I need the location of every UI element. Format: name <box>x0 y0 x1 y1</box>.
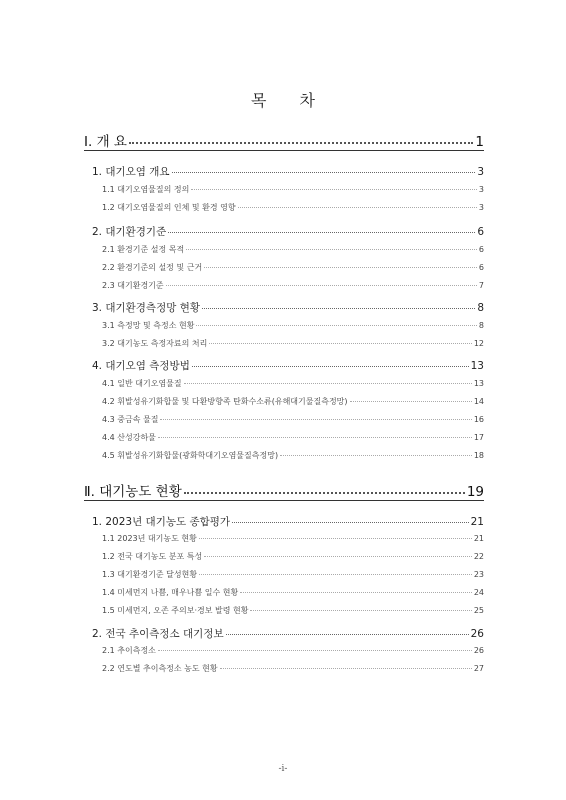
toc-page-number: 21 <box>470 516 484 528</box>
toc-section-label: 2. 대기환경기준 <box>92 226 167 238</box>
toc-subsection-label: 2.2 연도별 추이측정소 농도 현황 <box>102 664 218 673</box>
toc-subsection-label: 4.1 일반 대기오염물질 <box>102 379 182 388</box>
leader-dots <box>280 454 472 456</box>
toc-subsection-label: 4.3 중금속 물질 <box>102 415 159 424</box>
leader-dots <box>250 609 471 611</box>
leader-dots <box>186 248 477 250</box>
leader-dots <box>220 667 472 669</box>
toc-subsection[interactable] <box>102 320 484 331</box>
toc-subsection-label: 1.3 대기환경기준 달성현황 <box>102 570 198 579</box>
toc-page-number: 24 <box>473 588 484 597</box>
leader-dots <box>160 418 471 420</box>
leader-dots <box>204 266 477 268</box>
toc-section-label: 1. 대기오염 개요 <box>92 166 170 178</box>
leader-dots <box>202 307 475 309</box>
page-footer-number: -i- <box>278 764 288 774</box>
toc-subsection[interactable] <box>102 569 484 580</box>
toc-page-number: 6 <box>477 226 484 238</box>
leader-dots <box>158 436 472 438</box>
leader-dots <box>350 400 472 402</box>
toc-section[interactable] <box>92 300 484 315</box>
page-title: 목 차 <box>251 91 329 110</box>
toc-chapter-1[interactable] <box>84 130 484 150</box>
toc-page-number: 7 <box>478 281 484 290</box>
toc-page-number: 13 <box>473 379 484 388</box>
leader-dots <box>199 537 472 539</box>
toc-section[interactable] <box>92 164 484 179</box>
toc-page-number: 1 <box>475 134 484 150</box>
toc-section-label: 4. 대기오염 측정방법 <box>92 360 190 372</box>
toc-subsection[interactable] <box>102 244 484 255</box>
toc-subsection-label: 1.1 대기오염물질의 정의 <box>102 185 190 194</box>
toc-page-number: 26 <box>473 646 484 655</box>
toc-subsection-label: 2.1 추이측정소 <box>102 646 156 655</box>
toc-page-number: 22 <box>473 552 484 561</box>
toc-subsection[interactable] <box>102 378 484 389</box>
toc-subsection-label: 1.5 미세먼지, 오존 주의보·경보 발령 현황 <box>102 606 249 615</box>
toc-subsection[interactable] <box>102 645 484 656</box>
leader-dots <box>209 342 471 344</box>
leader-dots <box>129 141 473 144</box>
toc-page-number: 12 <box>473 339 484 348</box>
toc-subsection-label: 1.1 2023년 대기농도 현황 <box>102 534 197 543</box>
toc-page-number: 3 <box>478 203 484 212</box>
leader-dots <box>168 231 475 233</box>
toc-subsection-label: 3.1 측정망 및 측정소 현황 <box>102 321 195 330</box>
toc-chapter-2[interactable] <box>84 480 484 500</box>
toc-chapter-label: Ⅱ. 대기농도 현황 <box>84 484 182 500</box>
toc-section[interactable] <box>92 358 484 373</box>
toc-subsection-label: 1.2 전국 대기농도 분포 특성 <box>102 552 203 561</box>
toc-subsection[interactable] <box>102 262 484 273</box>
toc-subsection[interactable] <box>102 184 484 195</box>
toc-page-number: 25 <box>473 606 484 615</box>
toc-page-number: 3 <box>478 185 484 194</box>
leader-dots <box>199 573 472 575</box>
chapter-divider <box>84 500 484 501</box>
toc-page-number: 16 <box>473 415 484 424</box>
toc-subsection[interactable] <box>102 280 484 291</box>
leader-dots <box>191 188 477 190</box>
leader-dots <box>238 206 477 208</box>
leader-dots <box>166 284 477 286</box>
leader-dots <box>240 591 472 593</box>
toc-page-number: 18 <box>473 451 484 460</box>
leader-dots <box>184 382 472 384</box>
leader-dots <box>204 555 472 557</box>
leader-dots <box>192 365 469 367</box>
toc-page-number: 3 <box>477 166 484 178</box>
toc-subsection-label: 2.2 환경기준의 설정 및 근거 <box>102 263 203 272</box>
toc-subsection[interactable] <box>102 202 484 213</box>
leader-dots <box>226 633 469 635</box>
toc-page-number: 19 <box>466 484 484 500</box>
toc-subsection-label: 3.2 대기농도 측정자료의 처리 <box>102 339 208 348</box>
toc-section-label: 2. 전국 추이측정소 대기정보 <box>92 628 224 640</box>
toc-subsection-label: 4.2 휘발성유기화합물 및 다환방향족 탄화수소류(유해대기물질측정망) <box>102 397 348 406</box>
toc-subsection-label: 2.3 대기환경기준 <box>102 281 164 290</box>
toc-page-number: 27 <box>473 664 484 673</box>
toc-subsection[interactable] <box>102 605 484 616</box>
toc-subsection[interactable] <box>102 338 484 349</box>
toc-page-number: 26 <box>470 628 484 640</box>
leader-dots <box>158 649 472 651</box>
toc-section[interactable] <box>92 626 484 641</box>
toc-subsection-label: 2.1 환경기준 설정 목적 <box>102 245 185 254</box>
toc-subsection-label: 4.5 휘발성유기화합물(광화학대기오염물질측정망) <box>102 451 279 460</box>
toc-section[interactable] <box>92 224 484 239</box>
toc-subsection[interactable] <box>102 414 484 425</box>
toc-subsection[interactable] <box>102 432 484 443</box>
toc-section-label: 1. 2023년 대기농도 종합평가 <box>92 516 231 528</box>
toc-page-number: 6 <box>478 263 484 272</box>
toc-subsection[interactable] <box>102 587 484 598</box>
leader-dots <box>172 171 476 173</box>
toc-subsection[interactable] <box>102 533 484 544</box>
toc-page-number: 6 <box>478 245 484 254</box>
toc-subsection[interactable] <box>102 396 484 407</box>
toc-subsection-label: 4.4 산성강하물 <box>102 433 156 442</box>
toc-subsection[interactable] <box>102 663 484 674</box>
chapter-divider <box>84 150 484 151</box>
leader-dots <box>184 491 465 494</box>
toc-page-number: 17 <box>473 433 484 442</box>
toc-section-label: 3. 대기환경측정망 현황 <box>92 302 200 314</box>
toc-page-number: 14 <box>473 397 484 406</box>
toc-page-number: 13 <box>470 360 484 372</box>
toc-page-number: 8 <box>478 321 484 330</box>
toc-page-number: 8 <box>477 302 484 314</box>
toc-subsection[interactable] <box>102 450 484 461</box>
toc-page-number: 21 <box>473 534 484 543</box>
toc-subsection-label: 1.4 미세먼지 나쁨, 매우나쁨 일수 현황 <box>102 588 239 597</box>
toc-page-number: 23 <box>473 570 484 579</box>
toc-section[interactable] <box>92 514 484 529</box>
toc-subsection[interactable] <box>102 551 484 562</box>
toc-subsection-label: 1.2 대기오염물질의 인체 및 환경 영향 <box>102 203 236 212</box>
leader-dots <box>196 324 476 326</box>
leader-dots <box>232 521 469 523</box>
toc-chapter-label: Ⅰ. 개 요 <box>84 134 127 150</box>
